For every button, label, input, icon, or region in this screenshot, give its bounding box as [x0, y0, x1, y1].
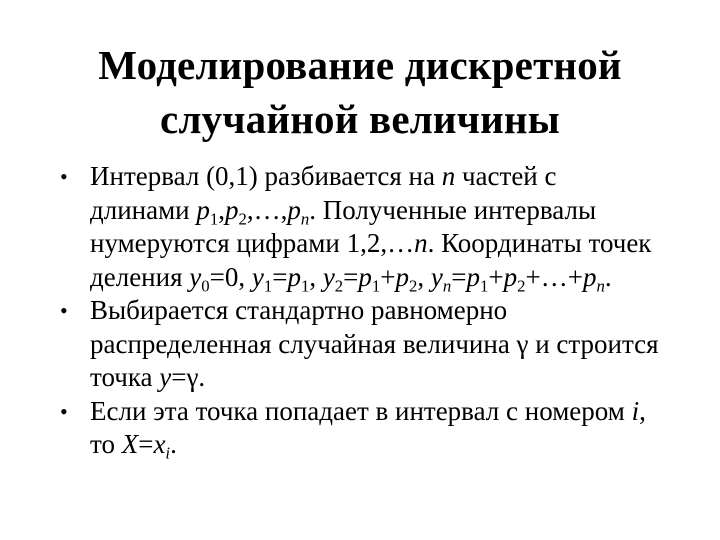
text-run: длинами: [90, 194, 197, 225]
text-run: нумеруются цифрами 1,2,…: [90, 228, 415, 258]
bullet-text-line: [90, 194, 694, 228]
bullet-text-line: [90, 428, 694, 462]
math-variable: X: [121, 429, 139, 459]
bullet-marker: •: [60, 164, 68, 189]
text-run: деления: [90, 261, 190, 292]
math-variable: y: [189, 261, 202, 292]
text-run: ,: [417, 261, 431, 292]
math-variable: y: [159, 362, 172, 392]
slide-title-line: Моделирование дискретной: [98, 42, 622, 88]
math-variable: x: [153, 429, 166, 459]
subscript: 1: [263, 275, 273, 295]
math-variable: n: [414, 228, 428, 258]
bullet-item: [54, 395, 694, 462]
bullet-list: [54, 160, 694, 462]
bullet-text-line: [90, 395, 694, 429]
text-run: Выбирается стандартно равномерно: [90, 295, 508, 325]
text-run: распределенная случайная величина γ и строится: [90, 328, 659, 359]
math-variable: y: [251, 261, 264, 292]
math-variable: n: [441, 161, 456, 191]
math-variable: p: [466, 261, 480, 292]
text-run: +: [380, 261, 396, 292]
bullet-marker: •: [60, 398, 68, 424]
math-variable: i: [631, 395, 640, 426]
text-run: точка: [90, 362, 160, 392]
math-variable: p: [196, 194, 210, 225]
slide-title-line: случайной величины: [160, 96, 560, 142]
subscript: 0: [201, 275, 210, 295]
text-run: ,: [218, 194, 226, 225]
text-run: +…+: [525, 261, 583, 292]
bullet-text-line: [90, 328, 694, 362]
text-run: =: [451, 261, 467, 292]
bullet-text-line: [90, 160, 694, 194]
text-run: ,…,: [246, 194, 288, 225]
text-run: ,: [639, 395, 646, 426]
slide-title: [40, 38, 680, 146]
subscript: 2: [409, 275, 418, 295]
math-variable: p: [503, 261, 518, 292]
bullet-text-line: [90, 361, 694, 395]
bullet-text-line: [90, 261, 694, 295]
subscript: n: [596, 275, 605, 295]
bullet-text-line: [90, 294, 694, 328]
subscript: 2: [334, 275, 344, 295]
text-run: .: [170, 429, 177, 459]
subscript: 1: [479, 275, 489, 295]
bullet-marker: •: [60, 298, 68, 323]
text-run: =: [343, 261, 359, 292]
text-run: Если эта точка попадает в интервал с номером: [90, 395, 632, 426]
subscript: n: [442, 275, 452, 295]
subscript: n: [300, 208, 310, 228]
text-run: =0,: [209, 261, 252, 292]
subscript: 2: [238, 208, 247, 228]
text-run: =: [272, 261, 288, 292]
math-variable: p: [225, 194, 239, 225]
bullet-text-line: [90, 227, 694, 261]
math-variable: p: [287, 261, 301, 292]
math-variable: y: [322, 261, 335, 292]
subscript: 1: [300, 275, 310, 295]
math-variable: y: [430, 261, 443, 292]
text-run: =γ.: [171, 362, 206, 392]
math-variable: p: [395, 261, 410, 292]
text-run: =: [138, 429, 154, 459]
math-variable: p: [582, 261, 597, 292]
subscript: 1: [371, 275, 381, 295]
subscript: 1: [209, 208, 219, 228]
text-run: .: [604, 261, 612, 292]
subscript: 2: [517, 275, 526, 295]
text-run: +: [488, 261, 504, 292]
math-variable: p: [358, 261, 372, 292]
text-run: частей с: [455, 161, 557, 191]
bullet-item: [54, 160, 694, 294]
bullet-item: [54, 294, 694, 395]
math-variable: p: [287, 194, 301, 225]
text-run: . Координаты точек: [427, 228, 652, 258]
text-run: то: [90, 429, 122, 459]
text-run: . Полученные интервалы: [309, 194, 597, 225]
text-run: ,: [309, 261, 323, 292]
subscript: i: [165, 443, 171, 463]
text-run: Интервал (0,1) разбивается на: [90, 161, 442, 191]
